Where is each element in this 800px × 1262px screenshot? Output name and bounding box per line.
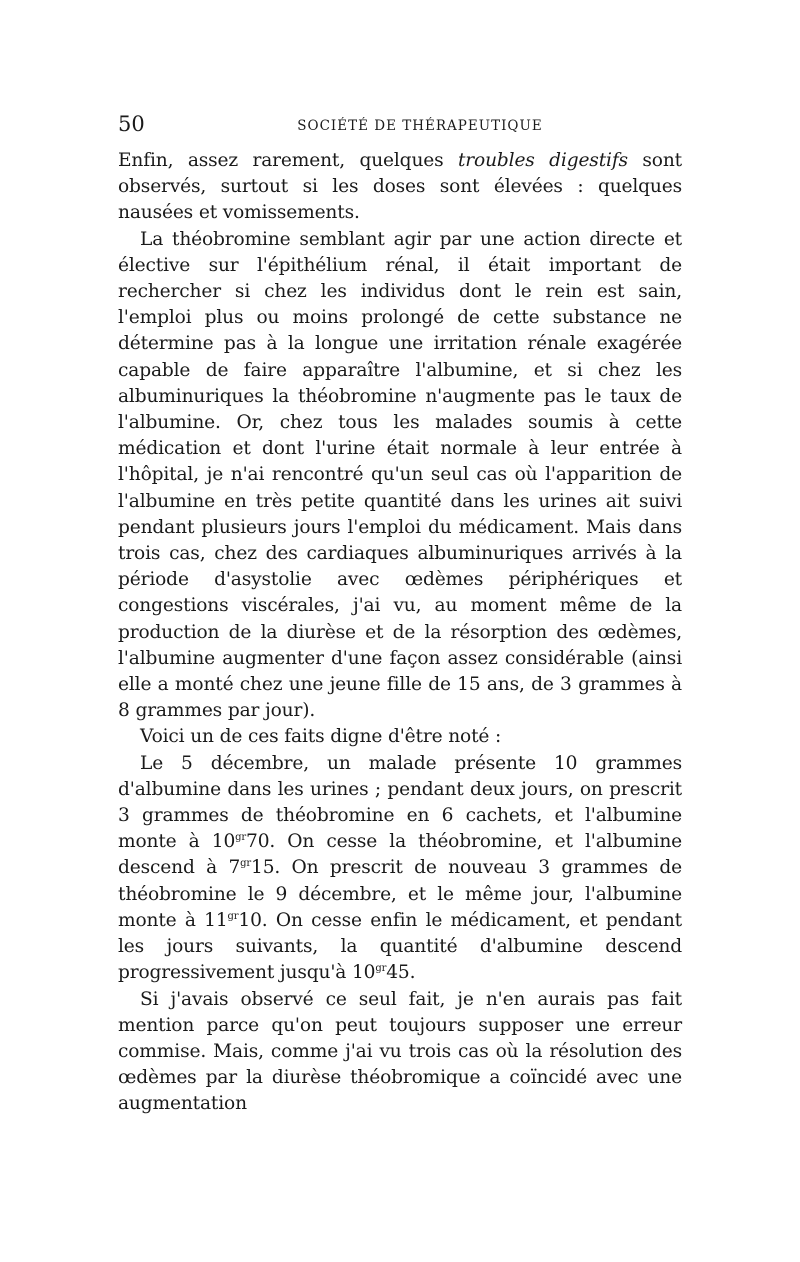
- paragraph-1-text-end: sont observés, surtout si les doses sont élevées : quelques nausées et vomissements.: [118, 150, 682, 224]
- paragraph-1: [118, 148, 682, 227]
- page-header: [118, 112, 682, 140]
- body-text: [118, 148, 682, 1118]
- unit-gr: gr: [235, 832, 247, 844]
- running-title: SOCIÉTÉ DE THÉRAPEUTIQUE: [297, 118, 543, 134]
- page-number: 50: [118, 112, 145, 136]
- paragraph-1-italic: troubles digestifs: [457, 150, 628, 171]
- paragraph-5: Si j'avais observé ce seul fait, je n'en aurais pas fait mention parce qu'on peut toujours supposer une erreur commise. Mais, comme j'ai vu trois cas où la résolution des œdèmes par la diurèse théobromique a coïncidé avec une augmentation: [118, 988, 682, 1115]
- paragraph-2: La théobromine semblant agir par une action directe et élective sur l'épithélium rénal, il était important de rechercher si chez les individus dont le rein est sain, l'emploi plus ou moins prolongé de cette substance ne détermine pas à la longue une irritation rénale exagérée capable de faire apparaître l'albumine, et si chez les albuminuriques la théobromine n'augmente pas le taux de l'albumine. Or, chez tous les malades soumis à cette médication et dont l'urine était normale à leur entrée à l'hôpital, je n'ai rencontré qu'un seul cas où l'apparition de l'albumine en très petite quantité dans les urines ait suivi pendant plusieurs jours l'emploi du médicament. Mais dans trois cas, chez des cardiaques albuminuriques arrivés à la période d'asystolie avec œdèmes périphériques et congestions viscérales, j'ai vu, au moment même de la production de la diurèse et de la résorption des œdèmes, l'albumine augmenter d'une façon assez considérable (ainsi elle a monté chez une jeune fille de 15 ans, de 3 grammes à 8 grammes par jour).: [118, 228, 682, 722]
- p4-seg-1: Le 5 décembre, un malade présente 10 grammes d'albumine dans les urines ; pendant deux jours, on prescrit 3 grammes de théobromine en 6 cachets, et l'albumine monte à 10: [118, 752, 682, 853]
- paragraph-3: Voici un de ces faits digne d'être noté :: [140, 726, 502, 748]
- page: [118, 112, 682, 1118]
- paragraph-4: [118, 751, 682, 987]
- p4-seg-3: 15. On prescrit de nouveau 3 grammes de théobromine le 9 décembre, et le même jour, l'albumine monte à 11: [118, 857, 682, 931]
- p4-seg-2: 70. On cesse la théobromine, et l'albumine descend à 7: [118, 831, 682, 879]
- paragraph-1-text: Enfin, assez rarement, quelques: [118, 150, 458, 171]
- p4-seg-4: 10. On cesse enfin le médicament, et pendant les jours suivants, la quantité d'albumine descend progressivement jusqu'à 10: [118, 909, 682, 984]
- unit-gr: gr: [240, 858, 252, 870]
- unit-gr: gr: [227, 910, 239, 922]
- p4-seg-5: 45.: [386, 962, 416, 984]
- unit-gr: gr: [375, 963, 387, 975]
